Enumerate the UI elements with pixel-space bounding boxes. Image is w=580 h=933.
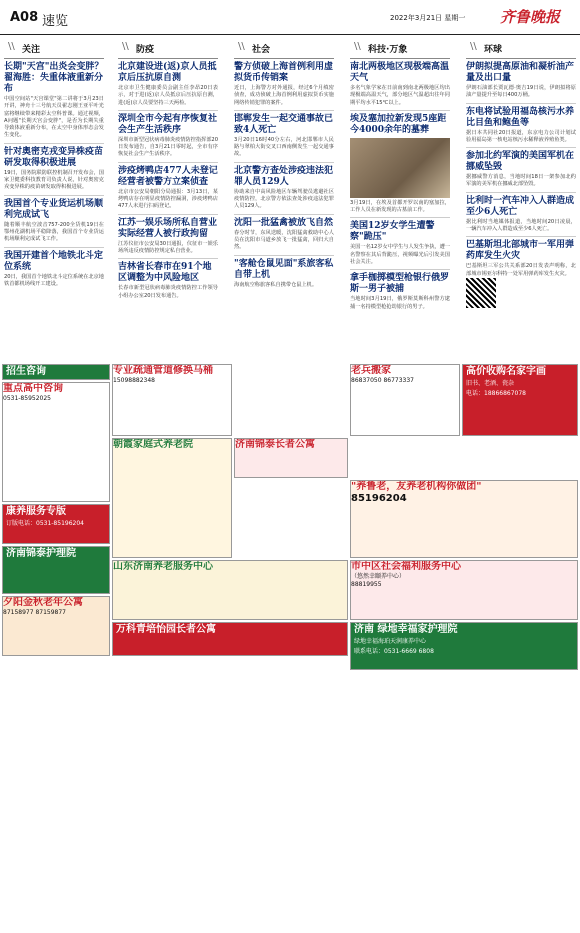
ad-school[interactable]: 重点高中咨询 0531-85952025 [2, 382, 110, 502]
article-title[interactable]: 东电将试验用福岛核污水养比目鱼和鲍鱼等 [466, 106, 575, 128]
article-title[interactable]: 伊朗拟提高原油和凝析油产量及出口量 [466, 62, 575, 83]
ad-wanke[interactable] [112, 622, 348, 656]
slash-icon: \\ [470, 41, 477, 52]
article-body: 北京市公安局朝阳分局通报：3月13日，某烤鸭店存在明显疫情防控漏洞，涉疫烤鸭店477人未进行扫码登记。 [118, 188, 218, 210]
article-title[interactable]: 美国12岁女学生遭警察"跪压" [350, 221, 435, 243]
ad-title: 康养服务专版 [6, 506, 66, 517]
article-body: 中国空间站"天宫课堂"第二讲将于3月23日开讲，神舟十三号航天员翟志刚王亚平叶光富将继续带来精彩太空科普课。通过视频，A问题"长期天宫会变胖"，是否为长期失重导致体液重新分布，在太空中身体形态会发生变化。 [4, 96, 104, 139]
article-body: 深圳市新型冠状病毒肺炎疫情防控指挥部20日发布通告，自3月21日零时起，全市有序恢复社会生产生活秩序。 [118, 136, 218, 158]
qr-code-icon [466, 278, 496, 308]
ad-title: "养鲁老，友养老机构你做团" [351, 481, 482, 492]
tomb-photo [350, 138, 450, 198]
ad-shandong-center[interactable] [112, 560, 348, 620]
article-title[interactable]: 警方侦破上海首例利用虚拟货币传销案 [234, 62, 334, 83]
ad-phone: 电话：18866867078 [466, 390, 526, 397]
slash-icon: \\ [122, 41, 129, 52]
article-title[interactable]: "客舱仓鼠见面"系旅客私自带上机 [234, 258, 334, 280]
article-title[interactable]: 邯郸发生一起交通事故已致4人死亡 [234, 113, 334, 135]
page-number: A08 [10, 10, 39, 25]
ad-phone: 86837050 86773337 [351, 377, 414, 384]
slash-icon: \\ [354, 41, 361, 52]
article-body: 多名气象学家在日前南到南北两极地区均出现极端高温天气，部分地区气温超出往年同期平均水平15℃以上。 [350, 85, 450, 106]
article-body: 据比利时当地媒体报道，当地时间20日凌晨，一辆汽车冲入人群造成至少6人死亡。 [466, 218, 576, 233]
ad-elderly[interactable] [350, 480, 578, 558]
ad-title: 济南 绿地幸福家护理院 [354, 624, 458, 635]
newspaper-logo: 齐鲁晚报 [500, 8, 561, 26]
section-name: 速览 [42, 14, 69, 29]
article-body: 北京市卫生健康委员会副主任李昂20日表示，对于进(返)京人员抵京后压抗原自测，进(返)京人员要坚持三天两检。 [118, 85, 218, 106]
ad-title: 万科青培怡园长者公寓 [116, 624, 216, 635]
ad-welfare[interactable] [350, 560, 578, 620]
article-title[interactable]: 沈阳一批猛禽被放飞自然 [234, 217, 334, 228]
date: 2022年3月21日 星期一 [390, 14, 466, 22]
ad-title: 招生咨询 [6, 366, 46, 377]
column-shehui [234, 38, 334, 361]
article-body: 协助来自中高风险地区车辆驾驶员逃避社区疫情防控，北京警方依法查处涉疫违法犯罪人员129人。 [234, 188, 334, 210]
article-body: 3月20日16时40分左右，河北邯郸市人民路与翠柏大街交叉口西南侧发生一起交通事故。 [234, 136, 334, 158]
article-title[interactable]: 我国开建首个地铁北斗定位系统 [4, 250, 104, 272]
ad-calligraphy[interactable] [462, 364, 578, 436]
ad-title: 专业疏通管道修换马桶 [113, 365, 213, 376]
ad-title: 夕阳金秋老年公寓 [3, 597, 83, 608]
ad-phone: 订版电话：0531-85196204 [6, 520, 84, 527]
ad-jintai[interactable] [2, 546, 110, 594]
ad-subtitle: 绿地幸福海珀天润康养中心 [354, 638, 427, 645]
page-header [0, 0, 580, 35]
article-title[interactable]: 南北两极地区现极端高温天气 [350, 62, 450, 83]
ad-phone: 联系电话：0531-6669 6808 [354, 648, 434, 655]
article-body: 当地时间3月19日，俄罗斯莫斯科州警方逮捕一名持模型枪抢劫银行的男子。 [350, 296, 450, 310]
ad-title: 济南锦泰护理院 [6, 548, 76, 559]
article-title[interactable]: 涉疫烤鸭店477人未登记经营者被警方立案侦查 [118, 165, 218, 187]
article-body: 海南航空称旅客私自携带仓鼠上机。 [234, 281, 318, 288]
article-body: 3月19日，在埃及首都开罗以南的塞加拉，工作人员在新发现的古墓前工作。 [350, 199, 450, 214]
ad-title: 朝霞家庭式养老院 [113, 439, 193, 450]
article-title[interactable]: 参加北约军演的美国军机在挪威坠毁 [466, 151, 575, 173]
ad-phone: 0531-85952025 [3, 395, 51, 402]
ad-phone: 85196204 [351, 493, 407, 504]
article-body: 随着顺丰航空波音757-200全货机19日在鄂州花湖机场平稳降落，我国首个专业货运机场顺利完成试飞工作。 [4, 221, 104, 243]
article-body: 伊朗石油部长贾瓦德·奥吉19日说，伊朗拟将原油产量提升至每日400万桶。 [466, 85, 576, 99]
article-title[interactable]: 江苏一娱乐场所私自营业实际经营人被行政拘留 [118, 217, 218, 239]
article-title[interactable]: 埃及塞加拉新发现5座距今4000余年的墓葬 [350, 113, 447, 135]
column-fangyi [118, 38, 218, 361]
ad-xiyang[interactable] [2, 596, 110, 656]
ad-phone: 87158977 87159877 [3, 609, 66, 616]
article-title[interactable]: 深圳全市今起有序恢复社会生产生活秩序 [118, 113, 218, 135]
article-title[interactable]: 长期"天宫"出炎会变胖？翟海胜：失重体液重新分布 [4, 62, 104, 94]
article-body: 据挪威警方消息，当地时间18日一架参加北约军演的美军机在挪威北部坠毁。 [466, 174, 576, 188]
column-huanqiu [466, 38, 576, 361]
ad-title: 老兵搬家 [351, 365, 391, 376]
article-title[interactable]: 拿手枷掷模型枪银行俄罗斯一男子被捕 [350, 273, 450, 295]
ad-title: 市中区社会福利服务中心 [351, 561, 461, 572]
column-title: 防疫 [136, 45, 155, 55]
column-title: 科技·万象 [368, 45, 408, 55]
column-title: 关注 [22, 45, 41, 55]
article-body: 20日，我国首个地铁北斗定位系统在北京地铁首都机场线开工建设。 [4, 273, 104, 287]
ad-subtitle: （悠然幸颐养中心） [351, 573, 406, 580]
article-title[interactable]: 针对奥密克戎变异株疫苗研发取得积极进展 [4, 146, 104, 168]
article-body: 美国一名12岁女中学生与人发生争执，遭一名警察在其后背跪压，视频曝光后引发美国社会关注。 [350, 244, 450, 266]
ad-kangyang[interactable] [2, 504, 110, 544]
ad-phone: 15098882348 [113, 377, 155, 384]
ad-move[interactable] [112, 364, 232, 436]
article-title[interactable]: 比利时一汽车冲入人群造成至少6人死亡 [466, 195, 575, 217]
ad-phone: 88819955 [351, 581, 382, 588]
article-body: 巴基斯坦三军公共关系部20日发表声明称，北部城市锡亚尔科特一处军用弹药库发生火灾。 [466, 263, 576, 277]
ad-zhaoxia[interactable] [112, 438, 232, 558]
article-title[interactable]: 我国首个专业货运机场顺利完成试飞 [4, 198, 104, 220]
ad-subtitle: 旧书、老酒、瓷杂 [466, 380, 515, 387]
slash-icon: \\ [8, 41, 15, 52]
article-body: 19日，国务院联防联控机制召开发布会，国家卫健委科技教育司负责人说，针对奥密克戎变异株的疫苗研发取得积极进展。 [4, 169, 104, 191]
column-guanzhu [4, 38, 104, 361]
article-title[interactable]: 北京建设进(返)京人员抵京后压抗原自测 [118, 62, 217, 83]
ad-title: 山东济南养老服务中心 [113, 561, 213, 572]
article-body: 江苏仪征市公安局30日通报，仪征市一娱乐场所违反疫情防控规定私自营业。 [118, 240, 218, 254]
ad-title: 济南锦泰长者公寓 [235, 439, 315, 450]
article-title[interactable]: 巴基斯坦北部城市一军用弹药库发生火灾 [466, 240, 575, 262]
column-title: 环球 [484, 45, 503, 55]
column-keji [350, 38, 450, 361]
article-body: 近日，上海警方对外通报，经过6个月缜密侦查，成功侦破上海首例利用虚拟货币实施网络传销犯罪的案件。 [234, 85, 334, 106]
slash-icon: \\ [238, 41, 245, 52]
article-body: 长春市新型冠状病毒肺炎疫情防控工作领导小组办公室20日发布通告。 [118, 285, 218, 299]
classified-ads [0, 362, 580, 933]
ad-jintai-center[interactable] [234, 438, 348, 478]
article-body: 据日本共同社20日报道，东京电力公司计划试验用福岛第一核电站核污水稀释液养殖鱼类。 [466, 129, 576, 143]
article-title[interactable]: 北京警方查处涉疫违法犯罪人员129人 [234, 165, 334, 187]
ad-title: 高价收购名家字画 [466, 366, 546, 377]
ad-laobing[interactable] [350, 364, 460, 436]
article-body: 春分时节，东风送暖，沈阳猛禽救助中心人员在沈阳市马道乡放飞一批猛禽，回归大自然。 [234, 229, 334, 251]
column-title: 社会 [252, 45, 271, 55]
ad-lvdi[interactable] [350, 622, 578, 670]
article-title[interactable]: 吉林省长春市在91个地区调整为中风险地区 [118, 262, 212, 284]
